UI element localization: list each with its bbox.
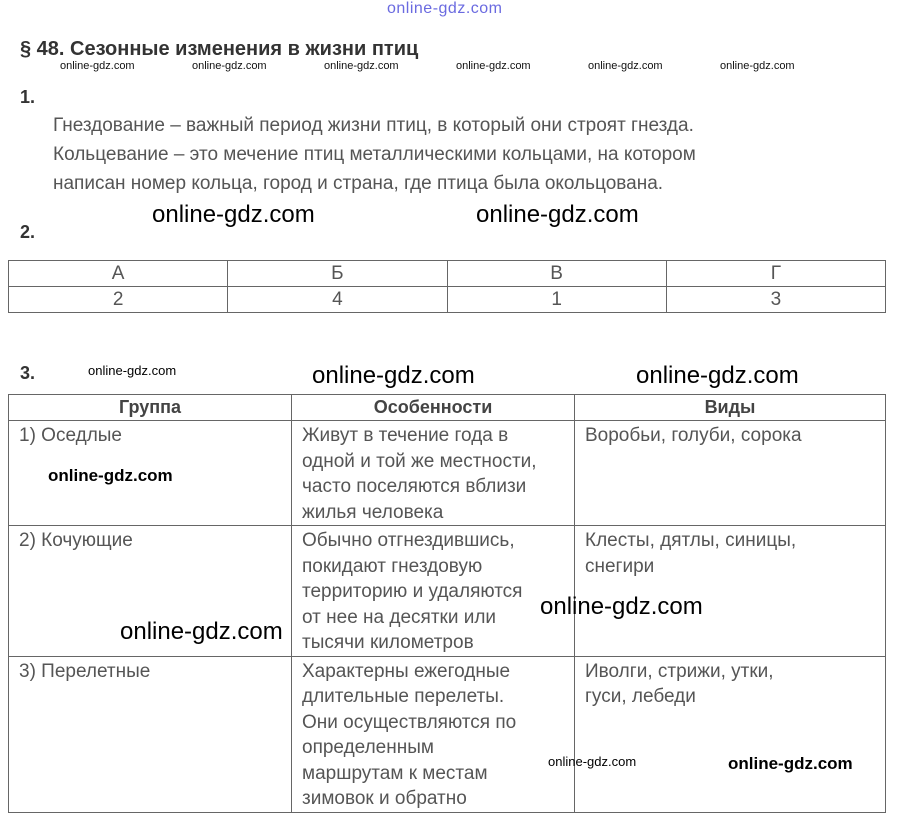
- section-2-number: 2.: [20, 222, 36, 242]
- watermark: online-gdz.com: [88, 363, 177, 378]
- watermark: online-gdz.com: [312, 362, 475, 389]
- page-title: § 48. Сезонные изменения в жизни птиц: [20, 38, 419, 60]
- column-header-features: Особенности: [292, 395, 575, 421]
- answer-table-2: [8, 260, 886, 313]
- column-header-group: Группа: [9, 395, 292, 421]
- watermark: online-gdz.com: [324, 60, 399, 72]
- table-header-row: [9, 395, 886, 421]
- species-cell: [575, 421, 886, 526]
- table-header-cell: Б: [228, 261, 447, 287]
- group-label: 1) Оседлые: [19, 425, 122, 446]
- species-line: Воробьи, голуби, сорока: [585, 425, 802, 446]
- species-line: Иволги, стрижи, утки,: [585, 660, 774, 682]
- species-line: гуси, лебеди: [585, 686, 696, 707]
- section-1-number: 1.: [20, 87, 36, 107]
- features-cell: [292, 421, 575, 526]
- features-line: Обычно отгнездившись,: [302, 530, 515, 551]
- group-label: 3) Перелетные: [19, 660, 151, 682]
- watermark: online-gdz.com: [588, 60, 663, 72]
- group-label: 2) Кочующие: [19, 530, 133, 551]
- table-cell: 4: [228, 287, 447, 313]
- features-line: одной и той же местности,: [302, 450, 537, 472]
- species-line: снегири: [585, 555, 655, 577]
- features-line: маршрутам к местам: [302, 762, 488, 784]
- watermark: online-gdz.com: [720, 60, 795, 72]
- section-1-line: написан номер кольца, город и страна, где птица была окольцована.: [53, 173, 664, 194]
- features-line: от нее на десятки или: [302, 606, 497, 628]
- features-line: жилья человека: [302, 501, 444, 523]
- features-line: определенным: [302, 737, 434, 758]
- species-cell: [575, 526, 886, 657]
- watermark: online-gdz.com: [48, 466, 173, 485]
- watermark: online-gdz.com: [152, 201, 315, 228]
- features-line: территорию и удаляются: [302, 581, 523, 602]
- table-row: [9, 656, 886, 812]
- table-header-cell: А: [9, 261, 228, 287]
- bird-groups-table: [8, 394, 886, 813]
- features-cell: [292, 656, 575, 812]
- table-cell: 2: [9, 287, 228, 313]
- watermark: online-gdz.com: [728, 754, 853, 773]
- watermark: online-gdz.com: [456, 60, 531, 72]
- table-row: [9, 287, 886, 313]
- table-header-cell: Г: [666, 261, 885, 287]
- column-header-species: Виды: [575, 395, 886, 421]
- group-cell: [9, 656, 292, 812]
- table-row: [9, 261, 886, 287]
- section-3-number: 3.: [20, 363, 36, 383]
- features-cell: [292, 526, 575, 657]
- features-line: Живут в течение года в: [302, 425, 509, 446]
- table-cell: 3: [666, 287, 885, 313]
- watermark: online-gdz.com: [636, 362, 799, 389]
- watermark: online-gdz.com: [540, 593, 703, 620]
- features-line: зимовок и обратно: [302, 788, 467, 809]
- species-line: Клесты, дятлы, синицы,: [585, 530, 797, 551]
- watermark: online-gdz.com: [60, 60, 135, 72]
- features-line: тысячи километров: [302, 632, 474, 653]
- watermark: online-gdz.com: [120, 618, 283, 645]
- features-line: покидают гнездовую: [302, 555, 483, 577]
- features-line: часто поселяются вблизи: [302, 476, 527, 497]
- watermark: online-gdz.com: [476, 201, 639, 228]
- section-1-line: Гнездование – важный период жизни птиц, в который они строят гнезда.: [53, 115, 694, 136]
- features-line: Они осуществляются по: [302, 711, 517, 733]
- watermark-top: online-gdz.com: [387, 0, 503, 17]
- watermark: online-gdz.com: [192, 60, 267, 72]
- watermark: online-gdz.com: [548, 754, 637, 769]
- table-header-cell: В: [447, 261, 666, 287]
- table-cell: 1: [447, 287, 666, 313]
- features-line: длительные перелеты.: [302, 686, 505, 707]
- species-cell: [575, 656, 886, 812]
- section-1-line: Кольцевание – это мечение птиц металлическими кольцами, на котором: [53, 144, 696, 165]
- features-line: Характерны ежегодные: [302, 660, 511, 682]
